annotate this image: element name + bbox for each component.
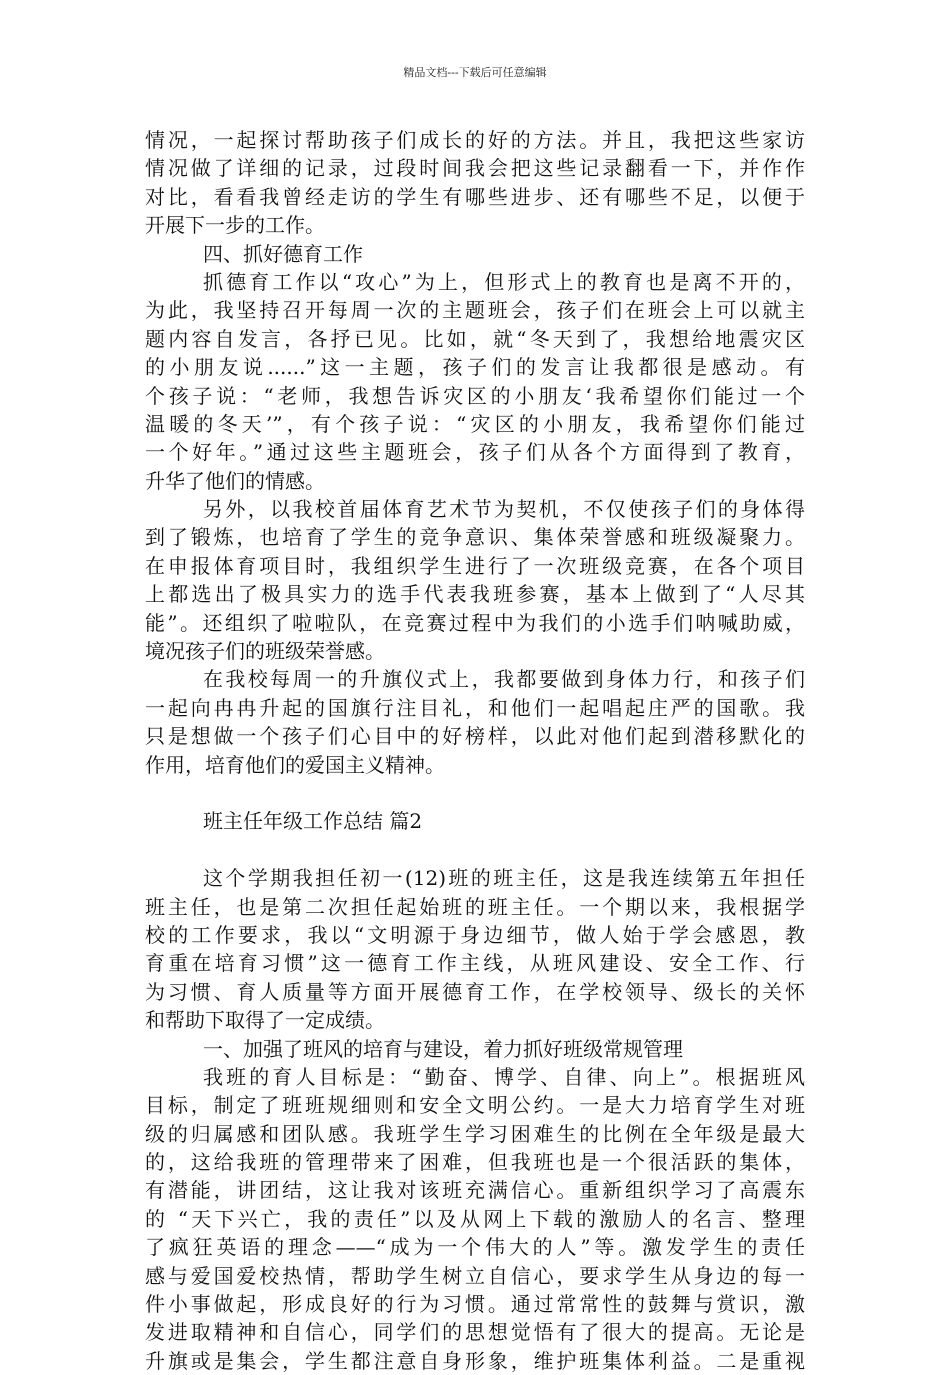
text-line: 升华了他们的情感。 [145,468,325,493]
text-line: 上都选出了极具实力的选手代表我班参赛，基本上做到了“人尽其 [145,582,805,607]
paragraph [145,495,805,665]
text-line: 一个好年。”通过这些主题班会，孩子们从各个方面得到了教育， [145,440,805,465]
text-line: 一、加强了班风的培育与建设，着力抓好班级常规管理 [203,1036,683,1061]
text-line: 了疯狂英语的理念——“成为一个伟大的人”等。激发学生的责任 [145,1235,805,1260]
paragraph [145,665,805,779]
text-line: 的，这给我班的管理带来了困难，但我班也是一个很活跃的集体， [145,1150,805,1175]
text-line: 温暖的冬天’”，有个孩子说：“灾区的小朋友，我希望你们能过 [145,411,805,436]
text-line: 境况孩子们的班级荣誉感。 [145,639,385,664]
text-line: 另外，以我校首届体育艺术节为契机，不仅使孩子们的身体得 [203,497,805,522]
text-line: 在申报体育项目时，我组织学生进行了一次班级竞赛，在各个项目 [145,553,805,578]
text-line: 题内容自发言，各抒已见。比如，就“冬天到了，我想给地震灾区 [145,326,805,351]
paragraph [145,268,805,495]
text-line: 感与爱国爱校热情，帮助学生树立自信心，要求学生从身边的每一 [145,1263,805,1288]
text-line: 发进取精神和自信心，同学们的思想觉悟有了很大的提高。无论是 [145,1320,805,1345]
text-line: 作用，培育他们的爱国主义精神。 [145,752,445,777]
text-line: 我班的育人目标是：“勤奋、博学、自律、向上”。根据班风 [203,1064,805,1089]
text-line: 对比，看看我曾经走访的学生有哪些进步、还有哪些不足，以便于 [145,184,805,209]
text-line: 校的工作要求，我以“文明源于身边细节，做人始于学会感恩，教 [145,922,805,947]
section-heading [145,240,805,268]
text-line: 的小朋友说......”这一主题，孩子们的发言让我都很是感动。有 [145,355,805,380]
text-line: 能”。还组织了啦啦队，在竞赛过程中为我们的小选手们呐喊助威， [145,610,805,635]
text-line: 情况做了详细的记录，过段时间我会把这些记录翻看一下，并作作 [145,156,805,181]
blank-line [145,836,805,864]
paragraph [145,126,805,240]
document-body [145,126,805,1375]
text-line: 升旗或是集会，学生都注意自身形象，维护班集体利益。二是重视 [145,1348,805,1373]
text-line: 个孩子说：“老师，我想告诉灾区的小朋友‘我希望你们能过一个 [145,383,805,408]
paragraph [145,864,805,1034]
text-line: 情况，一起探讨帮助孩子们成长的好的方法。并且，我把这些家访 [145,128,805,152]
text-line: 只是想做一个孩子们心目中的好榜样，以此对他们起到潜移默化的 [145,724,805,749]
text-line: 级的归属感和团队感。我班学生学习困难生的比例在全年级是最大 [145,1121,805,1146]
text-line: 一起向冉冉升起的国旗行注目礼，和他们一起唱起庄严的国歌。我 [145,695,805,720]
text-line: 的 “天下兴亡，我的责任”以及从网上下载的激励人的名言、整理 [145,1206,805,1231]
text-line: 为此，我坚持召开每周一次的主题班会，孩子们在班会上可以就主 [145,298,805,323]
page-header: 精品文档---下载后可任意编辑 [403,66,547,79]
text-line: 四、抓好德育工作 [203,241,363,266]
text-line: 育重在培育习惯”这一德育工作主线，从班风建设、安全工作、行 [145,951,805,976]
text-line: 有潜能，讲团结，这让我对该班充满信心。重新组织学习了高震东 [145,1178,805,1203]
text-line: 抓德育工作以“攻心”为上，但形式上的教育也是离不开的， [203,269,805,294]
text-line: 班主任年级工作总结 篇2 [203,809,423,834]
article-title [145,807,805,835]
section-heading [145,1035,805,1063]
paragraph [145,1063,805,1375]
text-line: 到了锻炼，也培育了学生的竞争意识、集体荣誉感和班级凝聚力。 [145,525,805,550]
text-line: 班主任，也是第二次担任起始班的班主任。一个期以来，我根据学 [145,894,805,919]
text-line: 和帮助下取得了一定成绩。 [145,1008,385,1033]
text-line: 这个学期我担任初一(12)班的班主任，这是我连续第五年担任 [203,866,805,891]
text-line: 目标，制定了班班规细则和安全文明公约。一是大力培育学生对班 [145,1093,805,1118]
blank-line [145,779,805,807]
text-line: 在我校每周一的升旗仪式上，我都要做到身体力行，和孩子们 [203,667,805,692]
text-line: 为习惯、育人质量等方面开展德育工作，在学校领导、级长的关怀 [145,979,805,1004]
text-line: 开展下一步的工作。 [145,213,325,238]
text-line: 件小事做起，形成良好的行为习惯。通过常常性的鼓舞与赏识，激 [145,1292,805,1317]
